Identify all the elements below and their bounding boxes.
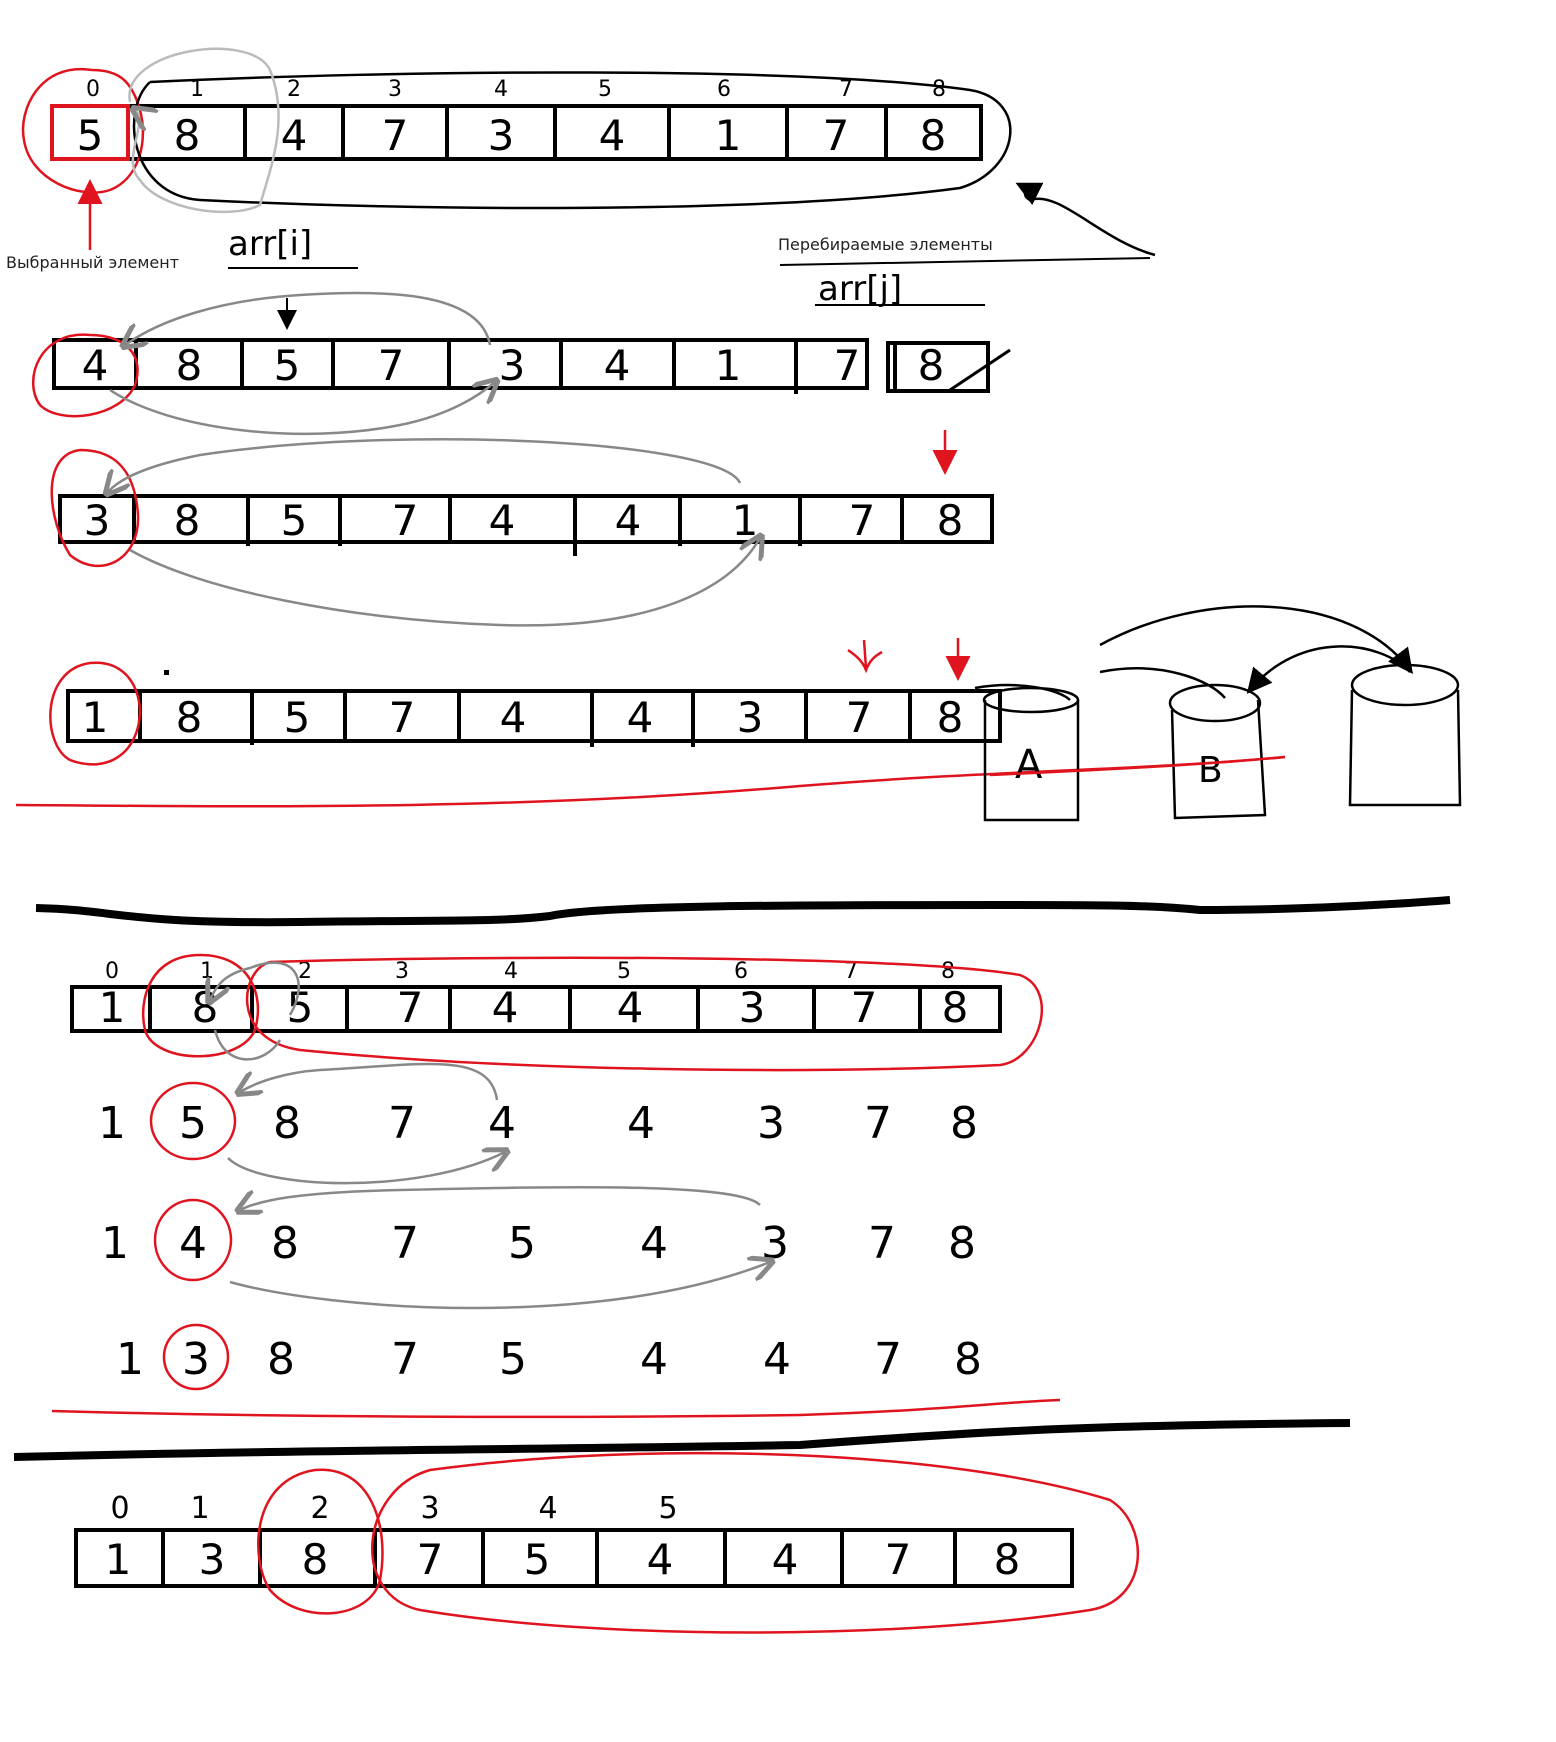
cell-value: 7 (388, 693, 416, 742)
index-label: 2 (310, 1491, 330, 1526)
cell-value: 8 (936, 693, 964, 742)
cell-value: 3 (198, 1535, 226, 1584)
black-separator-2 (14, 1423, 1350, 1457)
s1-row4-array (68, 670, 1000, 747)
cell-value: 7 (884, 1535, 912, 1584)
index-label: 1 (190, 77, 204, 102)
cell-value: 8 (175, 341, 203, 390)
index-label: 1 (200, 959, 214, 984)
list-value: 5 (508, 1218, 536, 1269)
s2-row3-values (101, 1218, 976, 1269)
cell-value: 5 (280, 496, 308, 545)
cell-value: 4 (616, 983, 644, 1032)
bucket-a (984, 688, 1078, 820)
list-value: 5 (499, 1334, 527, 1385)
cell-value: 7 (381, 111, 409, 160)
list-value: 8 (948, 1218, 976, 1269)
cell-value: 4 (646, 1535, 674, 1584)
cell-value: 7 (845, 693, 873, 742)
cell-value: 1 (731, 496, 759, 545)
s2-row1-iterated-ellipse (247, 958, 1042, 1070)
list-value: 7 (391, 1218, 419, 1269)
s1-row3-loop-bottom (130, 538, 760, 625)
s1-row3-array (60, 496, 992, 556)
cell-value: 4 (280, 111, 308, 160)
cell-value: 4 (598, 111, 626, 160)
cell-value: 8 (941, 983, 969, 1032)
cell-value: 5 (286, 983, 314, 1032)
s2-row3-loop-top (240, 1187, 760, 1210)
arr-i-label: arr[i] (228, 224, 313, 264)
bucket-arrow-b-to-c (1100, 606, 1410, 670)
s1-row3-loop-top (108, 439, 740, 492)
list-value: 8 (267, 1334, 295, 1385)
list-value: 4 (627, 1098, 655, 1149)
list-value: 5 (179, 1098, 207, 1149)
selected-element-label: Выбранный элемент (6, 253, 180, 272)
list-value: 1 (98, 1098, 126, 1149)
list-value: 7 (864, 1098, 892, 1149)
list-value: 4 (179, 1218, 207, 1269)
list-value: 4 (640, 1334, 668, 1385)
cell-value: 3 (83, 496, 111, 545)
cell-value: 1 (104, 1535, 132, 1584)
s1-row4-red-pointer-a-stem (864, 640, 866, 668)
s2-row2-loop-top (240, 1064, 497, 1100)
list-value: 3 (761, 1218, 789, 1269)
index-label: 2 (298, 959, 312, 984)
cell-value: 8 (936, 496, 964, 545)
list-value: 3 (182, 1334, 210, 1385)
index-label: 6 (717, 77, 731, 102)
cell-value: 1 (714, 341, 742, 390)
s1-row2-array (54, 340, 1010, 394)
svg-text:A: A (1015, 742, 1043, 788)
cell-value: 4 (499, 693, 527, 742)
cell-value: 3 (736, 693, 764, 742)
list-value: 1 (116, 1334, 144, 1385)
index-label: 7 (844, 959, 858, 984)
index-label: 5 (598, 77, 612, 102)
index-label: 6 (734, 959, 748, 984)
cell-value: 7 (848, 496, 876, 545)
index-label: 0 (105, 959, 119, 984)
index-label: 8 (932, 77, 946, 102)
iterated-pointer-arrow (1020, 185, 1155, 255)
s1-row2-loop-top (125, 293, 490, 345)
list-value: 4 (488, 1098, 516, 1149)
cell-value: 7 (822, 111, 850, 160)
cell-value: 8 (301, 1535, 329, 1584)
cell-value: 7 (850, 983, 878, 1032)
arr-j-label: arr[j] (818, 269, 903, 309)
cell-value: 4 (603, 341, 631, 390)
cell-value: 4 (81, 341, 109, 390)
cell-value: 4 (488, 496, 516, 545)
list-value: 4 (640, 1218, 668, 1269)
bucket-b (1170, 685, 1265, 818)
list-value: 1 (101, 1218, 129, 1269)
list-value: 7 (391, 1334, 419, 1385)
list-value: 7 (868, 1218, 896, 1269)
list-value: 8 (954, 1334, 982, 1385)
index-label: 7 (839, 77, 853, 102)
cell-value: 4 (626, 693, 654, 742)
index-label: 8 (941, 959, 955, 984)
svg-text:B: B (1198, 750, 1223, 791)
index-label: 1 (190, 1491, 210, 1526)
list-value: 4 (763, 1334, 791, 1385)
s2-row4-values (116, 1334, 982, 1385)
index-label: 5 (617, 959, 631, 984)
index-label: 3 (395, 959, 409, 984)
cell-value: 7 (833, 341, 861, 390)
black-separator-1 (36, 900, 1450, 922)
s3-row1-array (76, 1491, 1072, 1586)
cell-value: 8 (175, 693, 203, 742)
cell-value: 3 (738, 983, 766, 1032)
list-value: 3 (757, 1098, 785, 1149)
iterated-label-underline (780, 258, 1150, 265)
cell-value: 8 (191, 983, 219, 1032)
cell-value: 8 (173, 496, 201, 545)
index-label: 0 (110, 1491, 130, 1526)
cell-value: 8 (993, 1535, 1021, 1584)
list-value: 8 (950, 1098, 978, 1149)
s1-red-separator (16, 757, 1285, 806)
list-value: 7 (388, 1098, 416, 1149)
s2-row3-loop-bottom (230, 1262, 770, 1308)
index-label: 3 (420, 1491, 440, 1526)
bucket-c (1350, 665, 1460, 805)
s3-row1-iterated-ellipse (372, 1453, 1138, 1632)
cell-value: 8 (919, 111, 947, 160)
cell-value: 5 (273, 341, 301, 390)
cell-value: 5 (76, 111, 104, 160)
cell-value: 5 (523, 1535, 551, 1584)
list-value: 7 (874, 1334, 902, 1385)
s1-swap-loop-gray (129, 49, 278, 212)
bucket-arrow-a-to-b (1100, 668, 1225, 698)
list-value: 8 (271, 1218, 299, 1269)
cell-value: 7 (396, 983, 424, 1032)
index-label: 0 (86, 77, 100, 102)
cell-value: 1 (81, 693, 109, 742)
s2-row2-loop-bottom (228, 1152, 505, 1183)
cell-value: 5 (283, 693, 311, 742)
cell-value: 8 (917, 341, 945, 390)
index-label: 2 (287, 77, 301, 102)
index-label: 4 (494, 77, 508, 102)
cell-value: 7 (377, 341, 405, 390)
cell-value: 4 (491, 983, 519, 1032)
index-label: 4 (538, 1491, 558, 1526)
cell-value: 1 (714, 111, 742, 160)
cell-value: 4 (771, 1535, 799, 1584)
cell-value: 8 (173, 111, 201, 160)
bucket-arrow-c-to-b (1250, 646, 1410, 690)
cell-value: 3 (487, 111, 515, 160)
s1-row1-array (52, 77, 981, 160)
cell-value: 7 (416, 1535, 444, 1584)
s2-row1-swap-loop-b (215, 1030, 280, 1059)
index-label: 4 (504, 959, 518, 984)
cell-value: 3 (498, 341, 526, 390)
cell-value: 4 (614, 496, 642, 545)
index-label: 3 (388, 77, 402, 102)
cell-value: 1 (98, 983, 126, 1032)
index-label: 5 (658, 1491, 678, 1526)
iterated-elements-label: Перебираемые элементы (778, 235, 993, 254)
list-value: 8 (273, 1098, 301, 1149)
cell-value: 7 (391, 496, 419, 545)
s2-red-separator (52, 1400, 1060, 1417)
